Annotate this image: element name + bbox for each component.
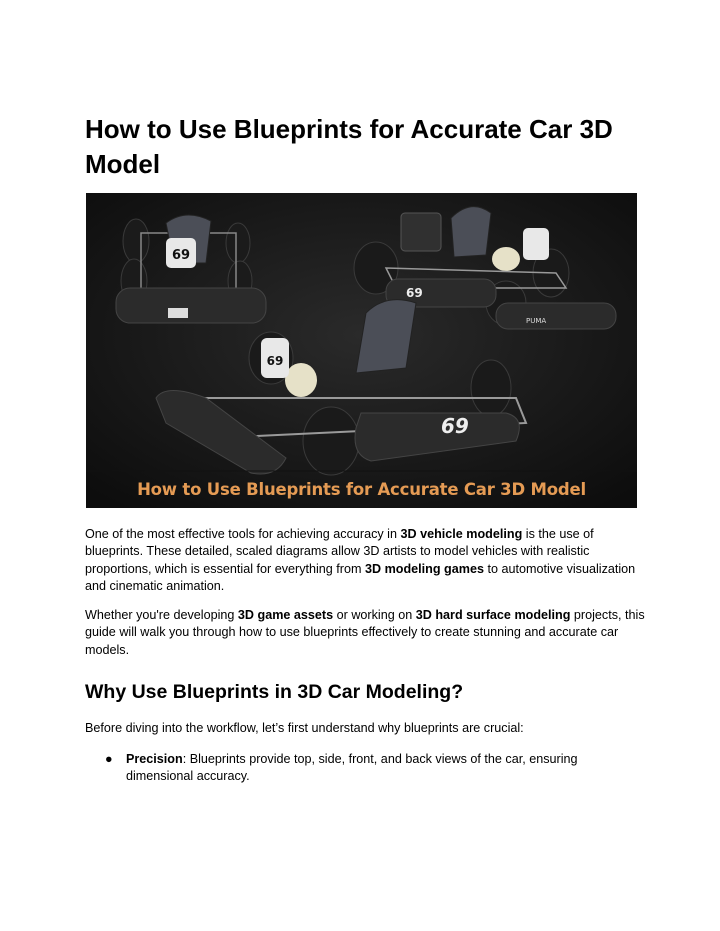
bullet-text (126, 751, 646, 786)
intro-text-1: One of the most effective tools for achieving accuracy in (85, 527, 401, 541)
hero-image (86, 193, 637, 508)
go-kart-renders (86, 193, 637, 508)
kart-brand-label: PUMA (526, 317, 547, 325)
article-title: How to Use Blueprints for Accurate Car 3D Model (85, 114, 613, 179)
intro-link-3d-vehicle-modeling: 3D vehicle modeling (400, 527, 523, 541)
section-lead: Before diving into the workflow, let’s first understand why blueprints are crucial: (85, 721, 524, 735)
kart-number-label-3: 69 (266, 354, 284, 368)
second-link-3d-game-assets: 3D game assets (237, 608, 334, 622)
second-text-2: or working on (333, 608, 416, 622)
second-paragraph (85, 607, 645, 659)
second-text-3: projects, this guide will walk you through how to use blueprints effectively to create stunning and accurate car models. (85, 608, 645, 657)
intro-paragraph (85, 526, 645, 596)
bullet-term: Precision (126, 752, 183, 766)
kart-number-label-2: 69 (406, 286, 423, 300)
intro-text-3: to automotive visualization and cinematic animation. (85, 561, 636, 594)
kart-number-label: 69 (171, 248, 191, 263)
hero-caption: How to Use Blueprints for Accurate Car 3D Model (137, 480, 586, 499)
section-heading: Why Use Blueprints in 3D Car Modeling? (85, 681, 464, 703)
intro-text-2: is the use of blueprints. These detailed, scaled diagrams allow 3D artists to model vehicles with realistic proportions, which is essential for everything from (85, 527, 594, 576)
bullet-marker: ● (105, 752, 113, 766)
second-link-hard-surface-modeling: 3D hard surface modeling (415, 608, 571, 622)
intro-link-3d-modeling-games: 3D modeling games (364, 561, 484, 576)
kart-number-label-4: 69 (441, 414, 469, 438)
second-text-1: Whether you're developing (85, 608, 238, 622)
bullet-description: : Blueprints provide top, side, front, and back views of the car, ensuring dimensional accuracy. (126, 752, 578, 784)
